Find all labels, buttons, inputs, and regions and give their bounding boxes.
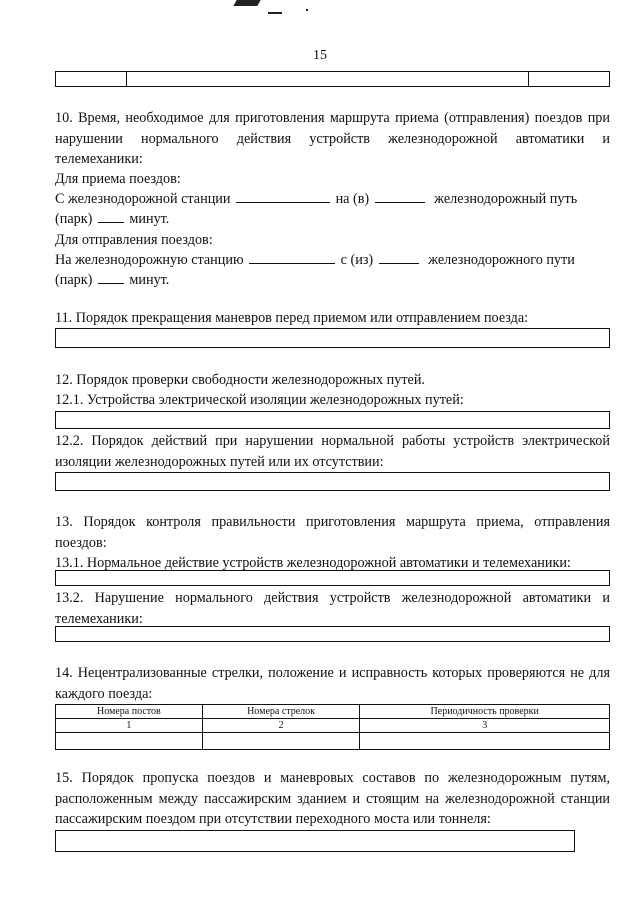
column-number: 1 bbox=[56, 719, 203, 733]
section-14-text: 14. Нецентрализованные стрелки, положение и исправность которых проверяются не для каждого поезда: bbox=[55, 665, 610, 702]
departure-title: Для отправления поездов: bbox=[55, 232, 213, 248]
section-12-text: 12. Порядок проверки свободности железнодорожных путей. bbox=[55, 372, 425, 388]
header-post-numbers: Номера постов bbox=[56, 705, 203, 719]
column-number: 2 bbox=[202, 719, 360, 733]
section-11-input-box[interactable] bbox=[55, 328, 610, 348]
section-12-1-input-box[interactable] bbox=[55, 411, 610, 429]
table-number-row bbox=[56, 719, 610, 733]
table-divider bbox=[126, 71, 127, 87]
header-switch-numbers: Номера стрелок bbox=[202, 705, 360, 719]
reception-line-2: (парк) минут. bbox=[55, 211, 170, 227]
section-13-1-text: 13.1. Нормальное действие устройств железнодорожной автоматики и телемеханики: bbox=[55, 555, 571, 571]
station-blank bbox=[236, 201, 330, 203]
table-cell[interactable] bbox=[56, 733, 203, 750]
scan-artifact bbox=[233, 0, 260, 6]
section-11-text: 11. Порядок прекращения маневров перед приемом или отправлением поезда: bbox=[55, 310, 529, 326]
table-cell[interactable] bbox=[202, 733, 360, 750]
section-13-1-input-box[interactable] bbox=[55, 570, 610, 586]
header-check-periodicity: Периодичность проверки bbox=[360, 705, 610, 719]
scan-artifact bbox=[268, 12, 282, 14]
column-number: 3 bbox=[360, 719, 610, 733]
minutes-blank bbox=[98, 282, 124, 284]
section-10-text: 10. Время, необходимое для приготовления маршрута приема (отправления) поездов при нарушении нормального действия устройств железнодорожной автоматики и телемеханики: bbox=[55, 110, 610, 167]
table-cell[interactable] bbox=[360, 733, 610, 750]
table-header-row bbox=[56, 705, 610, 719]
page-number: 15 bbox=[313, 48, 327, 63]
departure-line-2: (парк) минут. bbox=[55, 272, 170, 288]
section-12-2-text: 12.2. Порядок действий при нарушении нормальной работы устройств электрической изоляции железнодорожных путей или их отсутствии: bbox=[55, 433, 610, 470]
section-15-text: 15. Порядок пропуска поездов и маневровых составов по железнодорожным путям, расположенным между пассажирским зданием и стоящим на железнодорожной станции пассажирским поездом при отсутствии переходного моста или тоннеля: bbox=[55, 770, 610, 827]
table-row[interactable] bbox=[56, 733, 610, 750]
continuation-table-row bbox=[55, 71, 610, 87]
station-blank bbox=[249, 262, 335, 264]
switches-table bbox=[55, 704, 610, 750]
section-12-2-input-box[interactable] bbox=[55, 472, 610, 491]
section-13-2-input-box[interactable] bbox=[55, 626, 610, 642]
reception-title: Для приема поездов: bbox=[55, 171, 181, 187]
table-divider bbox=[528, 71, 529, 87]
reception-line-1: С железнодорожной станции на (в) железнодорожный путь bbox=[55, 191, 578, 207]
track-blank bbox=[375, 201, 425, 203]
track-blank bbox=[379, 262, 419, 264]
departure-line-1: На железнодорожную станцию с (из) железнодорожного пути bbox=[55, 252, 575, 268]
minutes-blank bbox=[98, 221, 124, 223]
scan-artifact bbox=[306, 9, 308, 11]
section-13-2-text: 13.2. Нарушение нормального действия устройств железнодорожной автоматики и телемеханики: bbox=[55, 590, 610, 627]
section-15-input-box[interactable] bbox=[55, 830, 575, 852]
section-12-1-text: 12.1. Устройства электрической изоляции железнодорожных путей: bbox=[55, 392, 464, 408]
section-13-text: 13. Порядок контроля правильности приготовления маршрута приема, отправления поездов: bbox=[55, 514, 610, 551]
